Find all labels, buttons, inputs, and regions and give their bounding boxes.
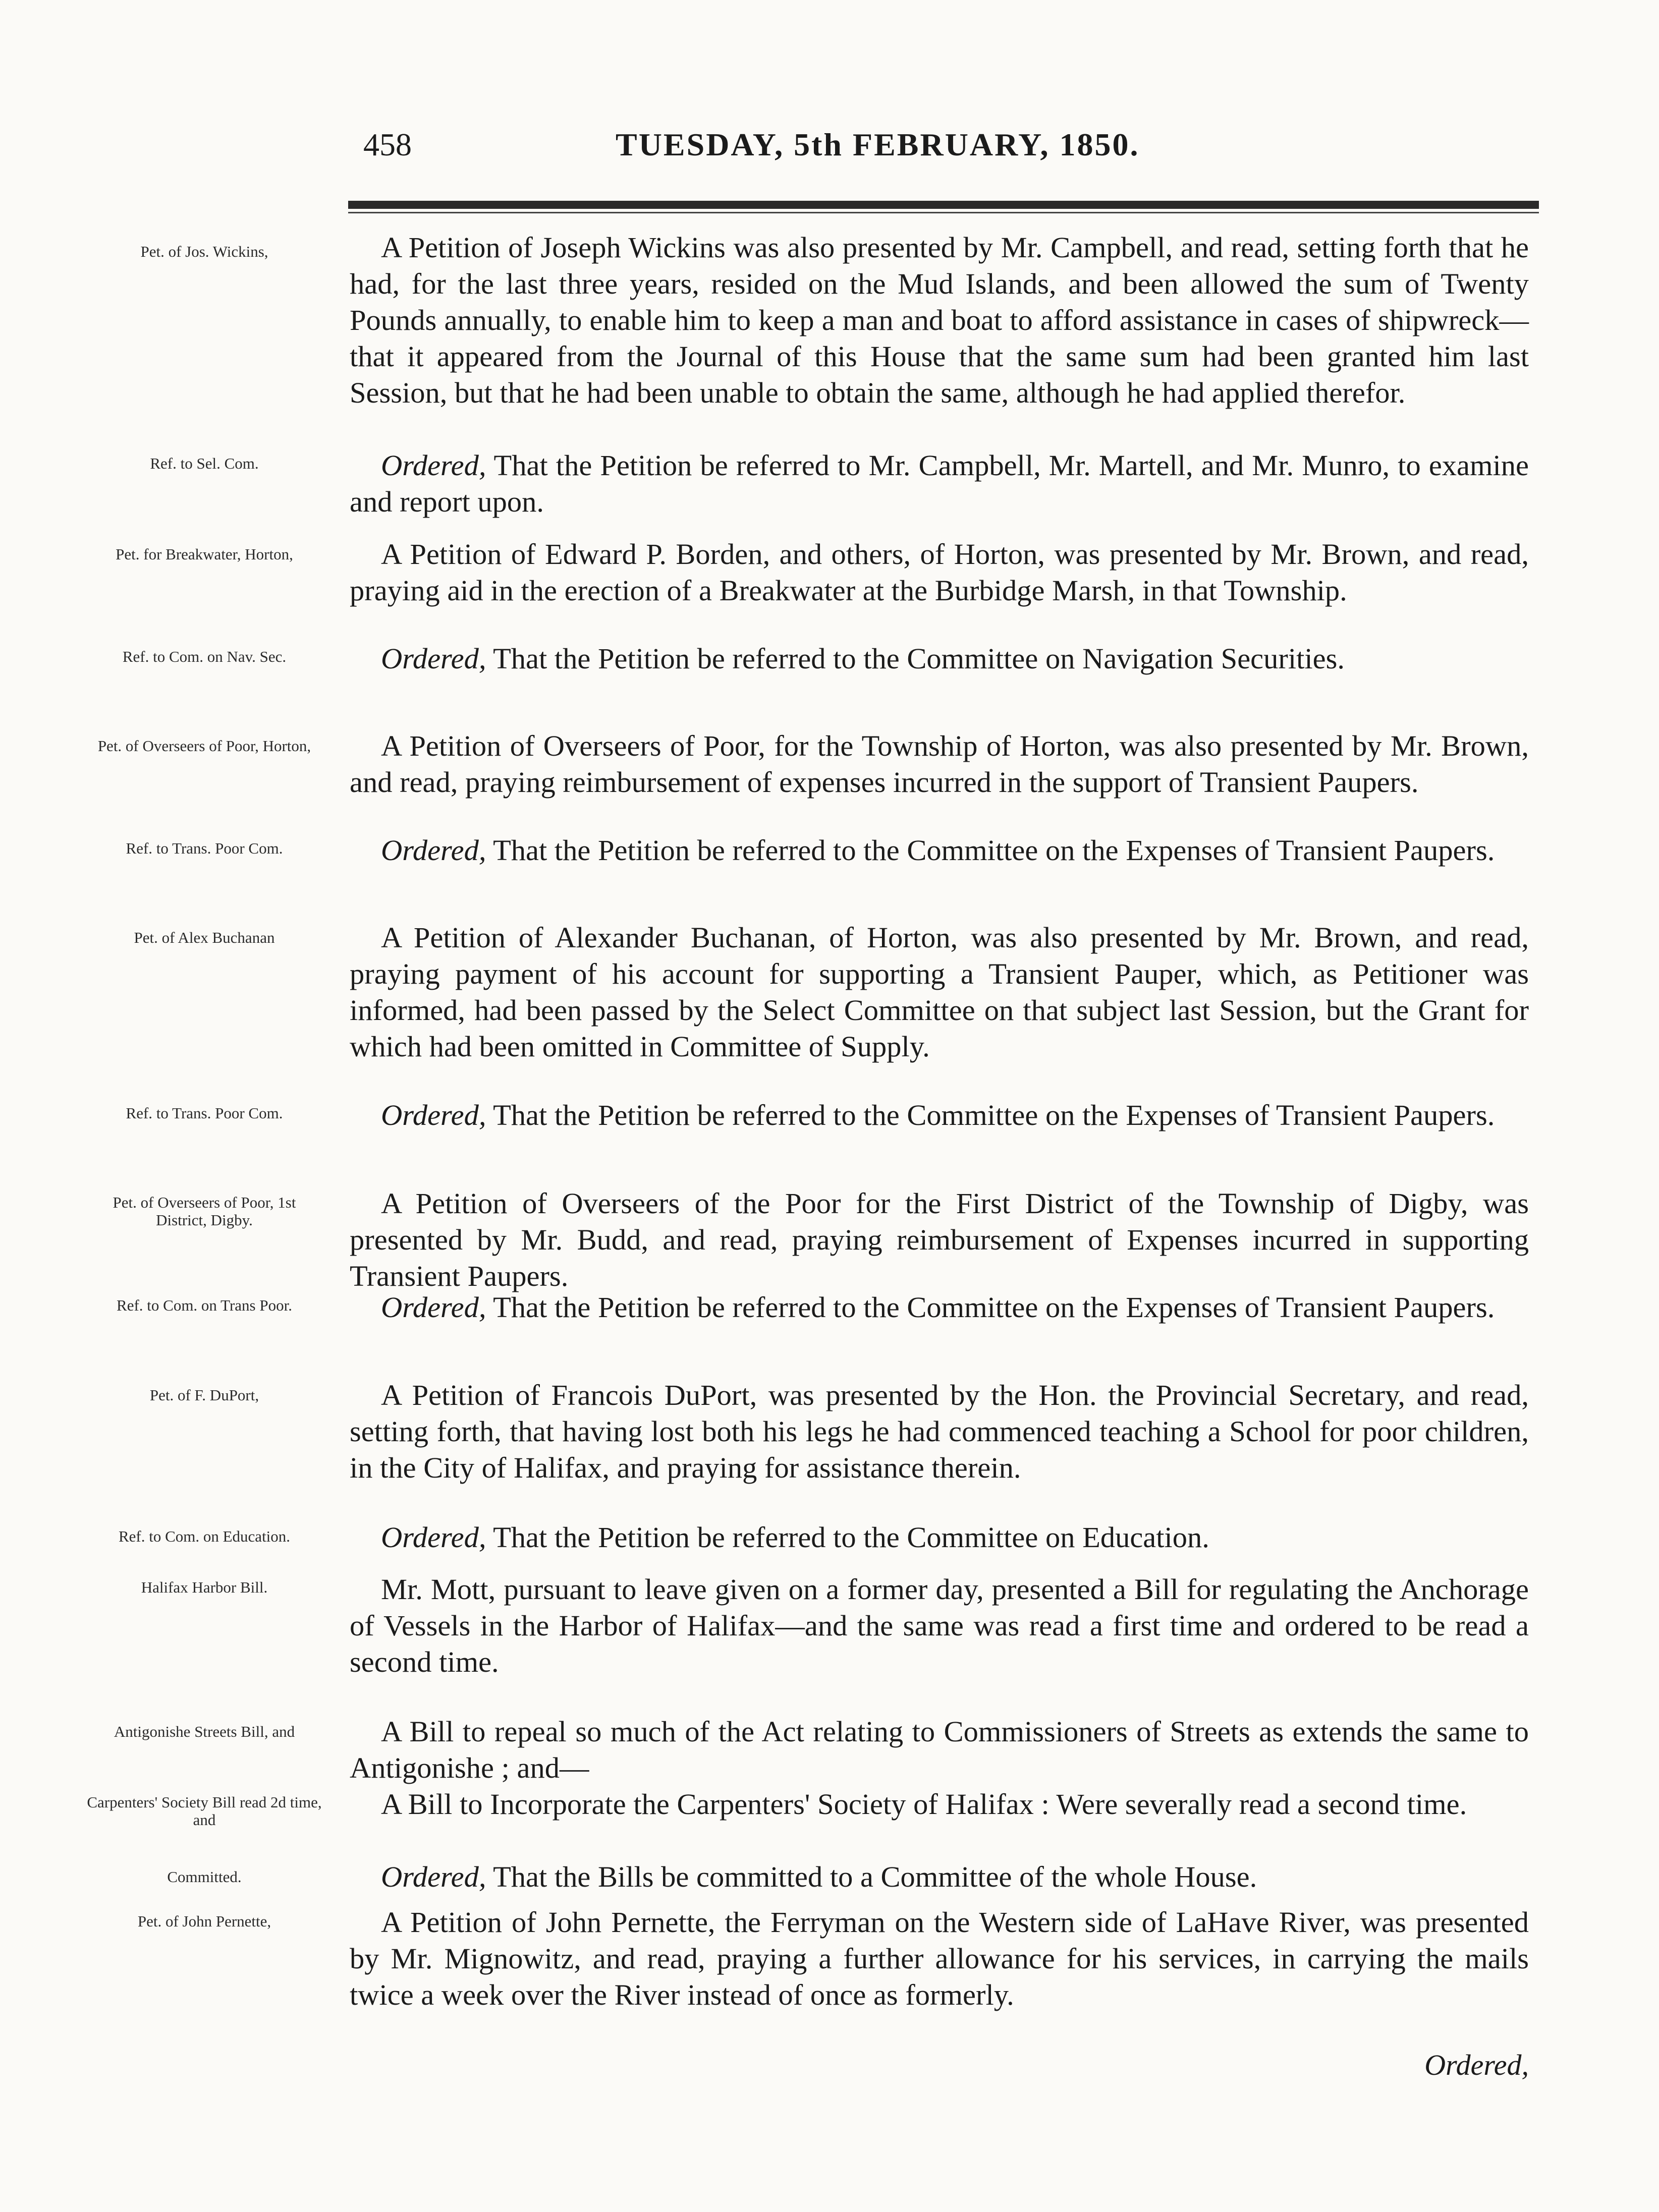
entry-text: A Bill to repeal so much of the Act relating to Commissioners of Streets as extends the same to Antigonishe ; and— [350, 1715, 1529, 1784]
entry-text: Ordered, That the Petition be referred to the Committee on the Expenses of Transient Paupers. [381, 1099, 1495, 1131]
entry-text: A Petition of Overseers of Poor, for the Township of Horton, was also presented by Mr. Brown, and read, praying reimbursement of expenses incurred in the support of Transient Paupers. [350, 729, 1529, 799]
margin-note: Pet. of F. DuPort, [149, 1386, 259, 1404]
margin-note: Ref. to Sel. Com. [150, 455, 259, 472]
entry-text: Ordered, That the Petition be referred to the Committee on Education. [381, 1521, 1209, 1554]
entry-text: Ordered, That the Petition be referred to the Committee on Navigation Securities. [381, 642, 1345, 675]
margin-note: Pet. of Alex Buchanan [134, 929, 275, 946]
entry-text: A Petition of Overseers of the Poor for the First District of the Township of Digby, was presented by Mr. Budd, and read, praying reimbursement of Expenses incurred in supporting Transient Paupers. [350, 1187, 1529, 1292]
margin-note: Ref. to Com. on Trans Poor. [117, 1296, 292, 1314]
ordered-word: Ordered, [381, 449, 486, 482]
ordered-word: Ordered, [381, 834, 486, 867]
entry-text: Ordered, That the Bills be committed to a Committee of the whole House. [381, 1860, 1257, 1893]
ordered-word: Ordered, [381, 1099, 486, 1131]
entry-text: A Petition of Francois DuPort, was presented by the Hon. the Provincial Secretary, and read, setting forth, that having lost both his legs he had commenced teaching a School for poor children, in the City of Halifax, and praying for assistance therein. [350, 1379, 1529, 1484]
ordered-word: Ordered, [381, 642, 486, 675]
entry-text: A Bill to Incorporate the Carpenters' Society of Halifax : Were severally read a second time. [381, 1788, 1467, 1821]
entry-text: Ordered, That the Petition be referred to Mr. Campbell, Mr. Martell, and Mr. Munro, to examine and report upon. [350, 449, 1529, 518]
header-rule-thin [348, 212, 1539, 213]
margin-note: Pet. for Breakwater, Horton, [116, 545, 293, 563]
margin-note: Halifax Harbor Bill. [141, 1578, 268, 1596]
margin-note: Pet. of Overseers of Poor, Horton, [97, 737, 311, 755]
entry-text: A Petition of Alexander Buchanan, of Horton, was also presented by Mr. Brown, and read, praying payment of his account for supporting a Transient Pauper, which, as Petitioner was informed, had been passed by the Select Committee on that subject last Session, but the Grant for which had been omitted in Committee of Supply. [350, 921, 1529, 1063]
entry-text: Ordered, That the Petition be referred to the Committee on the Expenses of Transient Paupers. [381, 834, 1495, 867]
catchword: Ordered, [1424, 2049, 1529, 2081]
margin-note: Committed. [167, 1868, 242, 1886]
entry-text: A Petition of John Pernette, the Ferryman on the Western side of LaHave River, was presented by Mr. Mignowitz, and read, praying a further allowance for his services, in carrying the mails twice a week over the River instead of once as formerly. [350, 1906, 1529, 2011]
header-rule [348, 201, 1539, 209]
ordered-word: Ordered, [381, 1860, 486, 1893]
margin-note: Pet. of Jos. Wickins, [140, 243, 268, 260]
ordered-word: Ordered, [381, 1521, 486, 1554]
ordered-word: Ordered, [381, 1291, 486, 1324]
entry-text: A Petition of Joseph Wickins was also presented by Mr. Campbell, and read, setting forth that he had, for the last three years, resided on the Mud Islands, and been allowed the sum of Twenty Pounds annually, to enable him to keep a man and boat to afford assistance in cases of shipwreck—that it appeared from the Journal of this House that the same sum had been granted him last Session, but that he had been unable to obtain the same, although he had applied therefor. [350, 231, 1529, 409]
page-header [0, 126, 1659, 172]
page-number: 458 [363, 127, 412, 162]
margin-note: Ref. to Com. on Nav. Sec. [122, 648, 287, 665]
entry-text: A Petition of Edward P. Borden, and others, of Horton, was presented by Mr. Brown, and read, praying aid in the erection of a Breakwater at the Burbidge Marsh, in that Township. [350, 538, 1529, 607]
page-date-heading: TUESDAY, 5th FEBRUARY, 1850. [616, 127, 1140, 162]
entry-text: Ordered, That the Petition be referred to the Committee on the Expenses of Transient Paupers. [381, 1291, 1495, 1324]
margin-note: Carpenters' Society Bill read 2d time, and [87, 1793, 322, 1829]
margin-note: Ref. to Trans. Poor Com. [126, 839, 283, 857]
margin-note: Ref. to Com. on Education. [118, 1527, 291, 1545]
entry-text: Mr. Mott, pursuant to leave given on a former day, presented a Bill for regulating the Anchorage of Vessels in the Harbor of Halifax—and the same was read a first time and ordered to be read a second time. [350, 1573, 1529, 1678]
margin-note: Pet. of John Pernette, [137, 1912, 271, 1930]
margin-note: Ref. to Trans. Poor Com. [126, 1104, 283, 1122]
margin-note: Antigonishe Streets Bill, and [114, 1723, 295, 1740]
margin-note: Pet. of Overseers of Poor, 1st District, Digby. [113, 1194, 296, 1229]
